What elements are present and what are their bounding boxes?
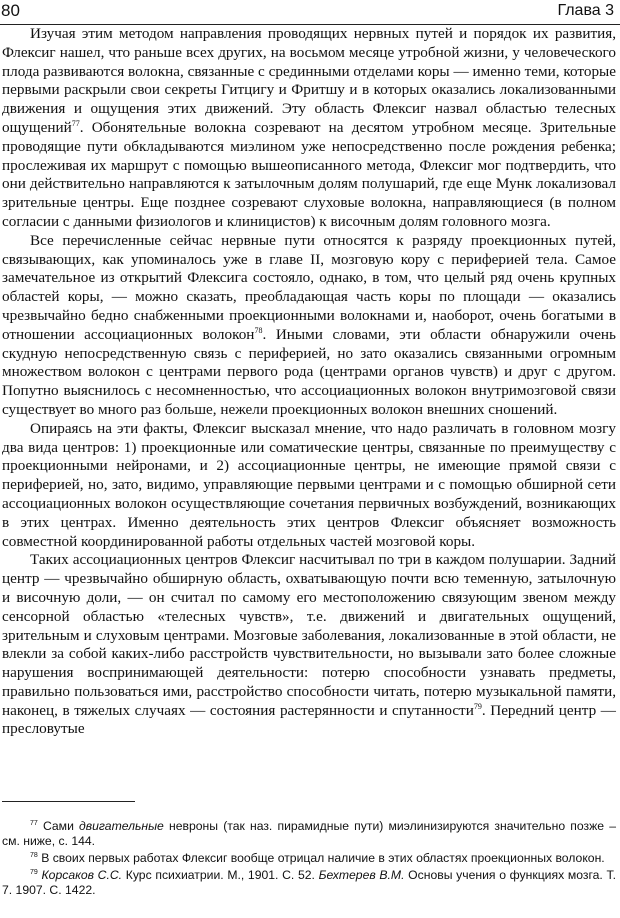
footnote: $^{78}$ В своих первых работах Флексиг вообще отрицал наличие в этих областях проекционных волокон. — [30, 851, 605, 865]
footnote-ref[interactable]: 77 — [71, 118, 80, 128]
paragraph: Все перечисленные сейчас нервные пути относятся к разряду проекционных путей, связывающих, как упоминалось уже в главе II, мозговую кору с периферией тела. Самое замечательное из открытий Флексига состояло, однако, в том, что целый ряд очень крупных областей коры, — можно сказать, преобладающая часть коры по площади — оказались чрезвычайно бедно снабженными проекционными волокнами и, наоборот, очень богатыми в отношении ассоциационных волокон$^{78}$. Иными словами, эти области обнаружили очень скудную непосредственную связь с периферией, но зато оказались связанными огромным множеством волокон с центрами первого рода (центрами органов чувств) и друг с другом. Попутно выяснилось с несомненностью, что ассоциационных волокон внутримозговой связи существует во много раз больше, нежели проекционных волокон внешних сношений. — [2, 231, 616, 418]
paragraph: Изучая этим методом направления проводящих нервных путей и порядок их развития, Флексиг нашел, что раньше всех других, на восьмом месяце утробной жизни, у человеческого плода развиваются волокна, связанные с срединными отделами коры — именно теми, которые первыми раскрыли свои секреты Гитцигу и Фритшу и в которых оказались локализованными движения и ощущения этих движений. Эту область Флексиг назвал областью телесных ощущений$^{77}$. Обонятельные волокна созревают на десятом утробном месяце. Зрительные проводящие пути обкладываются миэлином уже непосредственно после рождения ребенка; прослеживая их маршрут с помощью вышеописанного метода, Флексиг мог подтвердить, что они действительно направляются к затылочным долям полушарий, где еще Мунк локализовал зрительные центры. Еще позднее созревают слуховые волокна, направляющиеся (в полном согласии с данными физиологов и клиницистов) к височным долям головного мозга. — [2, 25, 616, 230]
footnote: $^{79}$ Корсаков С.С. Курс психиатрии. М., 1901. С. 52. Бехтерев В.М. Основы учения о функциях мозга. Т. 7. 1907. С. 1422. — [2, 868, 616, 897]
chapter-title: Глава 3 — [557, 2, 614, 19]
footnote-ref[interactable]: 79 — [473, 701, 482, 711]
paragraph: Таких ассоциационных центров Флексиг насчитывал по три в каждом полушарии. Задний центр — чрезвычайно обширную область, охватывающую почти всю теменную, затылочную и височную доли, — он считал по самому его местоположению связующим звеном между сенсорной областью «телесных чувств», т.е. движений и двигательных ощущений, зрительным и слуховым центрами. Мозговые заболевания, локализованные в этой области, не влекли за собой каких-либо расстройств чувствительности, но вызывали зато более сложные нарушения воспринимающей деятельности: потерю способности узнавать предметы, правильно пользоваться ими, расстройство способности читать, потерю музыкальной памяти, наконец, в тяжелых случаях — состояния растерянности и спутанности$^{79}$. Передний центр — пресловутые — [2, 551, 616, 738]
main-text — [2, 25, 616, 739]
page-number: 80 — [1, 1, 20, 20]
page-header — [0, 0, 620, 25]
footnote-separator — [2, 801, 135, 802]
footnote: $^{77}$ Сами двигательные невроны (так наз. пирамидные пути) миэлинизируются значительно позже – см. ниже, с. 144. — [2, 819, 617, 848]
footnotes — [2, 819, 616, 900]
footnote-ref[interactable]: 78 — [254, 325, 263, 335]
paragraph: Опираясь на эти факты, Флексиг высказал мнение, что надо различать в головном мозгу два вида центров: 1) проекционные или соматические центры, связанные по преимуществу с проекционными нейронами, и 2) ассоциационные центры, не имеющие прямой связи с периферией, но, зато, видимо, управляющие первыми центрами и с помощью обширной сети ассоциационных волокон осуществляющие сочетания первичных возбуждений, возникающих в этих центрах. Именно деятельность этих центров Флексиг объясняет возможность совместной координированной работы отдельных частей мозговой коры. — [2, 419, 616, 550]
